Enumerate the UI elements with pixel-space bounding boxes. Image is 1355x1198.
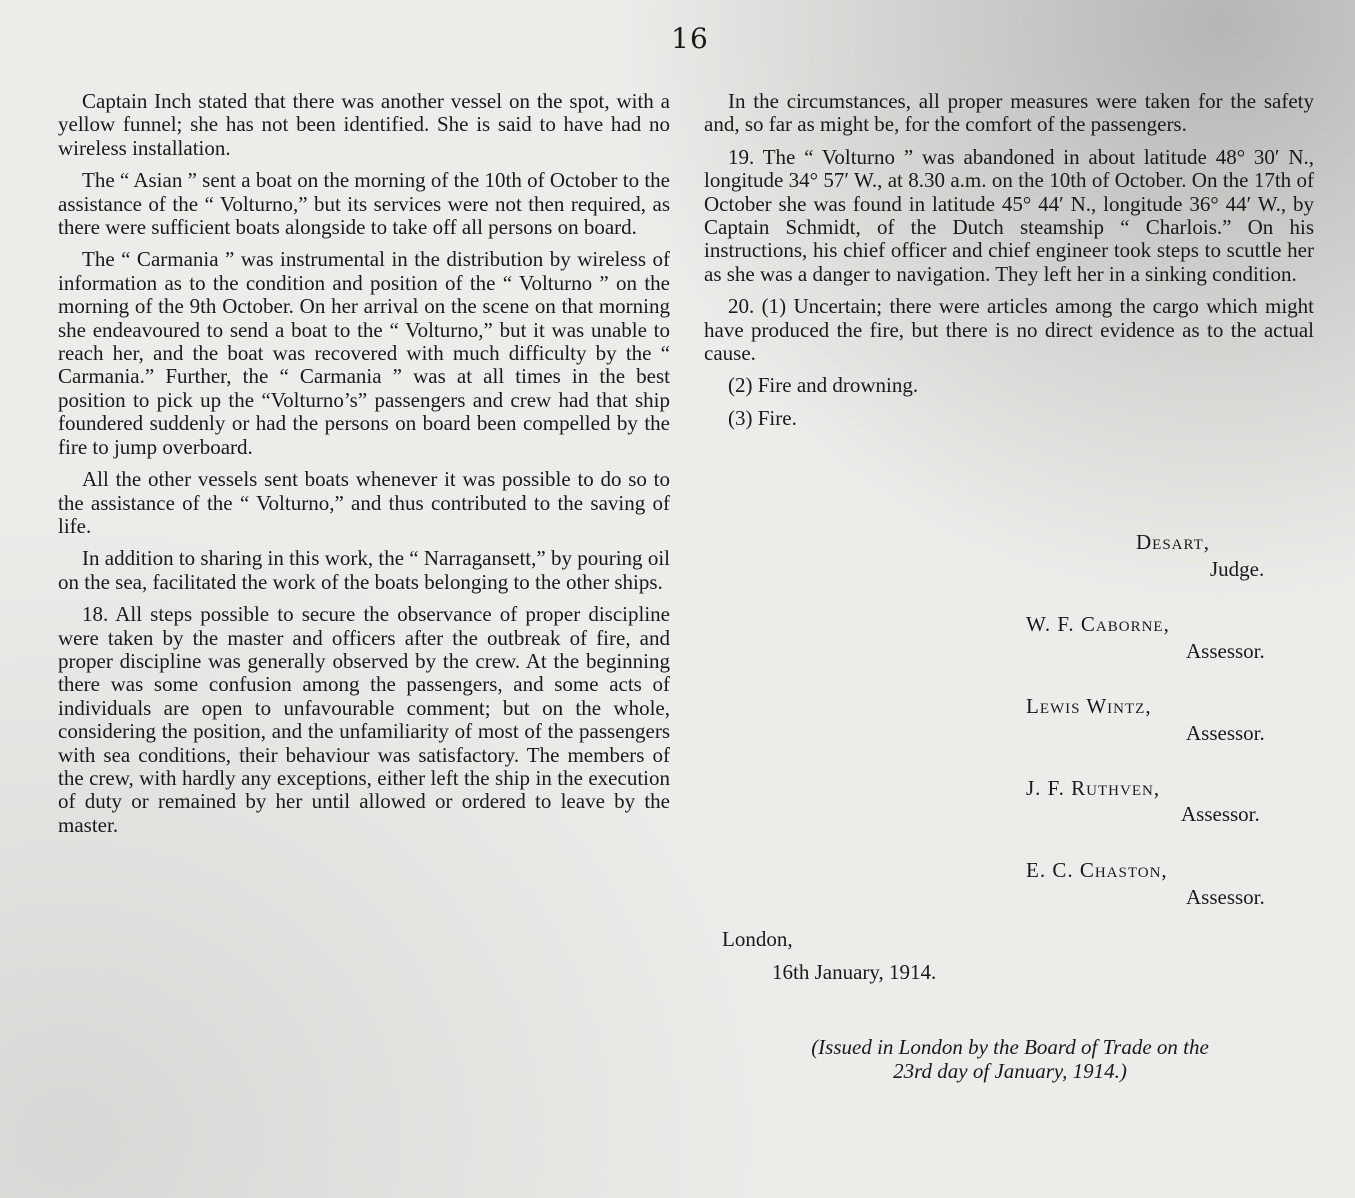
signatory-role: Assessor. [1186, 721, 1265, 745]
issued-line: 23rd day of January, 1914.) [893, 1059, 1127, 1083]
issued-note [740, 1035, 1280, 1083]
paragraph: Captain Inch stated that there was another vessel on the spot, with a yellow funnel; she has not been identified. She is said to have had no wireless installation. [58, 89, 670, 160]
signatory-name: J. F. Ruthven, [1026, 776, 1161, 800]
signatory-name: Lewis Wintz, [1026, 694, 1152, 718]
paragraph: 20. (1) Uncertain; there were articles among the cargo which might have produced the fire, but there is no direct evidence as to the actual cause. [704, 294, 1314, 366]
paragraph: All the other vessels sent boats whenever it was possible to do so to the assistance of the “ Volturno,” and thus contributed to the saving of life. [58, 467, 670, 538]
signatory-role: Judge. [1210, 557, 1265, 581]
signatory-name: Desart, [1136, 530, 1211, 554]
paragraph: 18. All steps possible to secure the observance of proper discipline were taken by the master and officers after the outbreak of fire, and proper discipline was generally observed by the crew. At the beginning there was some confusion among the passengers, and some acts of individuals are open to unfavourable comment; but on the whole, considering the position, and the unfamiliarity of most of the passengers with sea conditions, their behaviour was satisfactory. The members of the crew, with hardly any exceptions, either left the ship in the execution of duty or remained by her until allowed or ordered to leave by the master. [58, 602, 670, 837]
paragraph: (2) Fire and drowning. [728, 373, 919, 398]
issued-line: (Issued in London by the Board of Trade on the [811, 1035, 1209, 1059]
signatory-assessor [1026, 776, 1260, 826]
paragraph: 19. The “ Volturno ” was abandoned in about latitude 48° 30′ N., longitude 34° 57′ W., at 8.30 a.m. on the 10th of October. On the 17th of October she was found in latitude 45° 44′ N., longitude 36° 44′ W., by Captain Schmidt, of the Dutch steamship “ Charlois.” On his instructions, his chief officer and chief engineer took steps to scuttle her as she was a danger to navigation. They left her in a sinking condition. [704, 144, 1314, 286]
right-column [704, 90, 1314, 439]
place: London, [722, 927, 793, 951]
signatory-judge [1136, 530, 1265, 581]
signatory-name: W. F. Caborne, [1026, 612, 1170, 636]
signatory-role: Assessor. [1186, 639, 1265, 663]
paragraph: In the circumstances, all proper measures were taken for the safety and, so far as might be, for the comfort of the passengers. [704, 89, 1314, 137]
signatory-role: Assessor. [1181, 802, 1260, 826]
paragraph: In addition to sharing in this work, the “ Narragansett,” by pouring oil on the sea, facilitated the work of the boats belonging to the other ships. [58, 546, 670, 594]
page-number: 16 [671, 22, 709, 55]
signatory-name: E. C. Chaston, [1026, 858, 1168, 882]
signatory-assessor [1026, 858, 1265, 909]
signatory-role: Assessor. [1186, 885, 1265, 909]
signatory-assessor [1026, 612, 1265, 663]
paragraph: The “ Asian ” sent a boat on the morning of the 10th of October to the assistance of the “ Volturno,” but its services were not then required, as there were sufficient boats alongside to take off all persons on board. [58, 168, 670, 240]
left-column [58, 90, 670, 846]
date: 16th January, 1914. [772, 960, 937, 984]
paragraph: (3) Fire. [728, 405, 797, 430]
paragraph: The “ Carmania ” was instrumental in the distribution by wireless of information as to the condition and position of the “ Volturno ” on the morning of the 9th October. On her arrival on the scene on that morning she endeavoured to send a boat to the “ Volturno,” but it was unable to reach her, and the boat was recovered with much difficulty by the “ Carmania.” Further, the “ Carmania ” was at all times in the best position to pick up the “Volturno’s” passengers and crew had that ship foundered suddenly or had the persons on board been compelled by the fire to jump overboard. [58, 247, 670, 459]
signatory-assessor [1026, 694, 1265, 745]
